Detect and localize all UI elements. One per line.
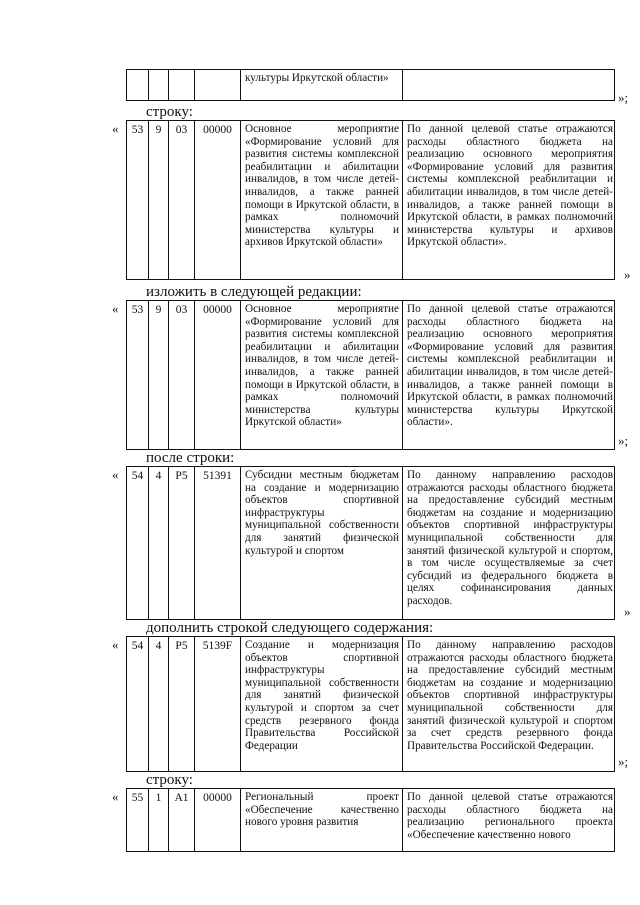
cell-desc: По данной целевой статье отражаются расходы областного бюджета на реализацию основного мероприятия «Формирование условий для развития системы комплексной реабилитации и абилитации инвалидов, в том числе детей-инвалидов, а также ранней помощи в Иркутской области, в рамках полномочий министерства культуры и архивов Иркутской области». (407, 123, 613, 249)
section-label: строку: (146, 104, 193, 120)
cell-name: Субсидии местным бюджетам на создание и модернизацию объектов спортивной инфраструктуры муниципальной собственности для занятий физической культурой и спортом (241, 467, 403, 619)
cell-desc: По данной целевой статье отражаются расходы областного бюджета на реализацию регионального проекта «Обеспечение качественно нового (407, 791, 613, 841)
cell-code: 00000 (195, 121, 241, 279)
cell-code: 00000 (195, 789, 241, 852)
open-quote: « (112, 301, 119, 316)
cell-name: Создание и модернизация объектов спортивной инфраструктуры муниципальной собственности для занятий физической культурой и спортом за счет средств резервного фонда Правительства Российской Федерации (241, 637, 403, 771)
cell-desc: По данной целевой статье отражаются расходы областного бюджета на реализацию основного мероприятия «Формирование условий для развития системы комплексной реабилитации и абилитации инвалидов, в том числе детей-инвалидов, а также ранней помощи в Иркутской области, в рамках полномочий министерства культуры Иркутской области». (407, 303, 613, 429)
cell-code: P5 (169, 637, 195, 771)
close-quote: »; (618, 433, 629, 448)
open-quote: « (112, 637, 119, 652)
table-row-top (126, 69, 615, 101)
cell-desc: По данному направлению расходов отражаются расходы областного бюджета на предоставление субсидий местным бюджетам на создание и модернизацию объектов спортивной инфраструктуры муниципальной собственности для занятий физической культурой и спортом за счет средств резервного фонда Правительства Российской Федерации. (407, 639, 613, 752)
table-row (126, 788, 615, 852)
cell-code: 1 (149, 789, 169, 852)
cell-code: 54 (127, 637, 149, 771)
cell-name: Региональный проект «Обеспечение качественно нового уровня развития (241, 789, 403, 852)
close-quote: » (624, 267, 631, 282)
open-quote: « (112, 121, 119, 136)
cell-code: 03 (169, 121, 195, 279)
cell-code: 55 (127, 789, 149, 852)
close-quote: »; (618, 90, 629, 105)
cell-code: 53 (127, 121, 149, 279)
cell-code: 4 (149, 467, 169, 619)
section-label: дополнить строкой следующего содержания: (146, 620, 434, 636)
table-row (126, 636, 615, 772)
close-quote: » (624, 604, 631, 619)
cell (149, 70, 169, 100)
cell-code: 9 (149, 121, 169, 279)
cell-name: Основное мероприятие «Формирование условий для развития системы комплексной реабилитации и абилитации инвалидов, в том числе детей-инвалидов, а также ранней помощи в Иркутской области, в рамках полномочий министерства культуры и архивов Иркутской области» (241, 121, 403, 279)
cell-name: Основное мероприятие «Формирование условий для развития системы комплексной реабилитации и абилитации инвалидов, в том числе детей-инвалидов, а также ранней помощи в Иркутской области, в рамках полномочий министерства культуры Иркутской области» (241, 301, 403, 449)
cell-code: 9 (149, 301, 169, 449)
table-row (126, 120, 615, 280)
cell (127, 70, 149, 100)
cell-name: культуры Иркутской области» (241, 70, 403, 100)
cell (169, 70, 195, 100)
open-quote: « (112, 789, 119, 804)
cell-code: A1 (169, 789, 195, 852)
cell-code: 4 (149, 637, 169, 771)
section-label: после строки: (146, 450, 235, 466)
cell-desc (403, 70, 616, 100)
cell-code: 53 (127, 301, 149, 449)
cell-code: 00000 (195, 301, 241, 449)
section-label: строку: (146, 772, 193, 788)
close-quote: »; (618, 754, 629, 769)
divider (126, 851, 615, 852)
cell-code: P5 (169, 467, 195, 619)
cell-code: 54 (127, 467, 149, 619)
table-row (126, 300, 615, 450)
cell (195, 70, 241, 100)
open-quote: « (112, 467, 119, 482)
section-label: изложить в следующей редакции: (146, 284, 362, 300)
table-row (126, 466, 615, 620)
cell-code: 03 (169, 301, 195, 449)
cell-desc: По данному направлению расходов отражаются расходы областного бюджета на предоставление субсидий местным бюджетам на создание и модернизацию объектов спортивной инфраструктуры муниципальной собственности для занятий физической культурой и спортом, в том числе осуществляемые за счет субсидий из федерального бюджета в целях софинансирования данных расходов. (407, 469, 613, 607)
cell-code: 5139F (195, 637, 241, 771)
cell-code: 51391 (195, 467, 241, 619)
